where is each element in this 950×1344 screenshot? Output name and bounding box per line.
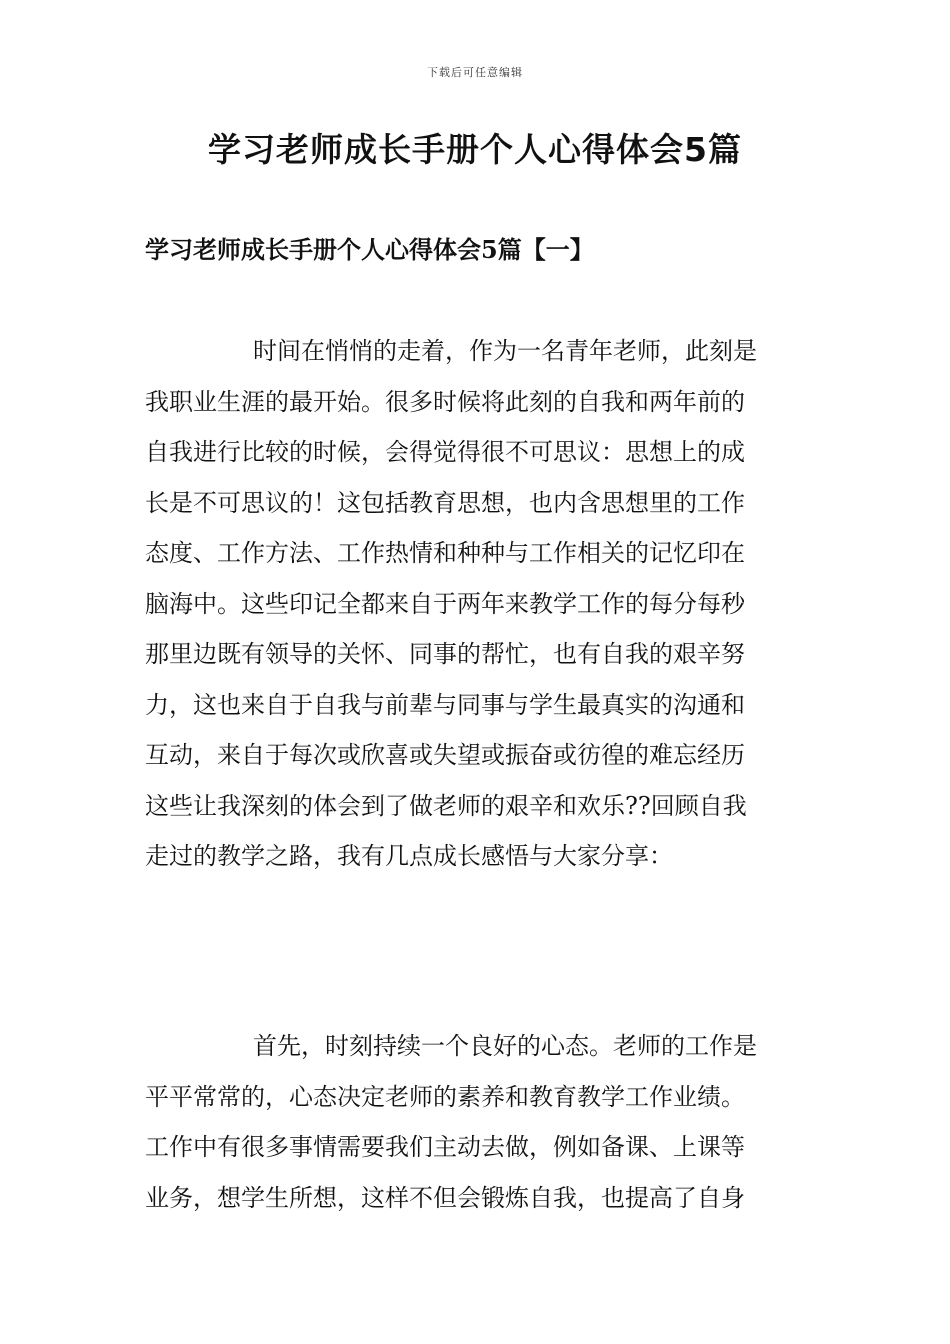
paragraph-line: 力，这也来自于自我与前辈与同事与学生最真实的沟通和 [145,690,745,719]
paragraph-line: 脑海中。这些印记全都来自于两年来教学工作的每分每秒 [145,589,745,618]
paragraph-1 [145,326,805,882]
paragraph-line: 走过的教学之路，我有几点成长感悟与大家分享： [145,842,673,870]
paragraph-line: 时间在悄悄的走着，作为一名青年老师，此刻是 [253,337,757,365]
paragraph-line: 长是不可思议的！这包括教育思想，也内含思想里的工作 [145,488,745,517]
paragraph-line: 态度、工作方法、工作热情和种种与工作相关的记忆印在 [145,539,745,567]
document-title: 学习老师成长手册个人心得体会5篇 [208,130,742,169]
paragraph-line: 工作中有很多事情需要我们主动去做，例如备课、上课等 [145,1133,745,1161]
header-note: 下载后可任意编辑 [427,66,523,79]
paragraph-line: 业务，想学生所想，这样不但会锻炼自我，也提高了自身 [145,1183,745,1212]
paragraph-line: 我职业生涯的最开始。很多时候将此刻的自我和两年前的 [145,387,745,416]
paragraph-line: 这些让我深刻的体会到了做老师的艰辛和欢乐??回顾自我 [145,791,747,820]
paragraph-line: 首先，时刻持续一个良好的心态。老师的工作是 [253,1032,757,1060]
paragraph-2 [145,1021,805,1223]
paragraph-line: 互动，来自于每次或欣喜或失望或振奋或彷徨的难忘经历 [145,741,745,769]
paragraph-line: 那里边既有领导的关怀、同事的帮忙，也有自我的艰辛努 [145,640,745,668]
paragraph-line: 平平常常的，心态决定老师的素养和教育教学工作业绩。 [145,1082,745,1111]
paragraph-line: 自我进行比较的时候，会得觉得很不可思议：思想上的成 [145,438,745,466]
section-heading: 学习老师成长手册个人心得体会5篇【一】 [145,235,594,264]
